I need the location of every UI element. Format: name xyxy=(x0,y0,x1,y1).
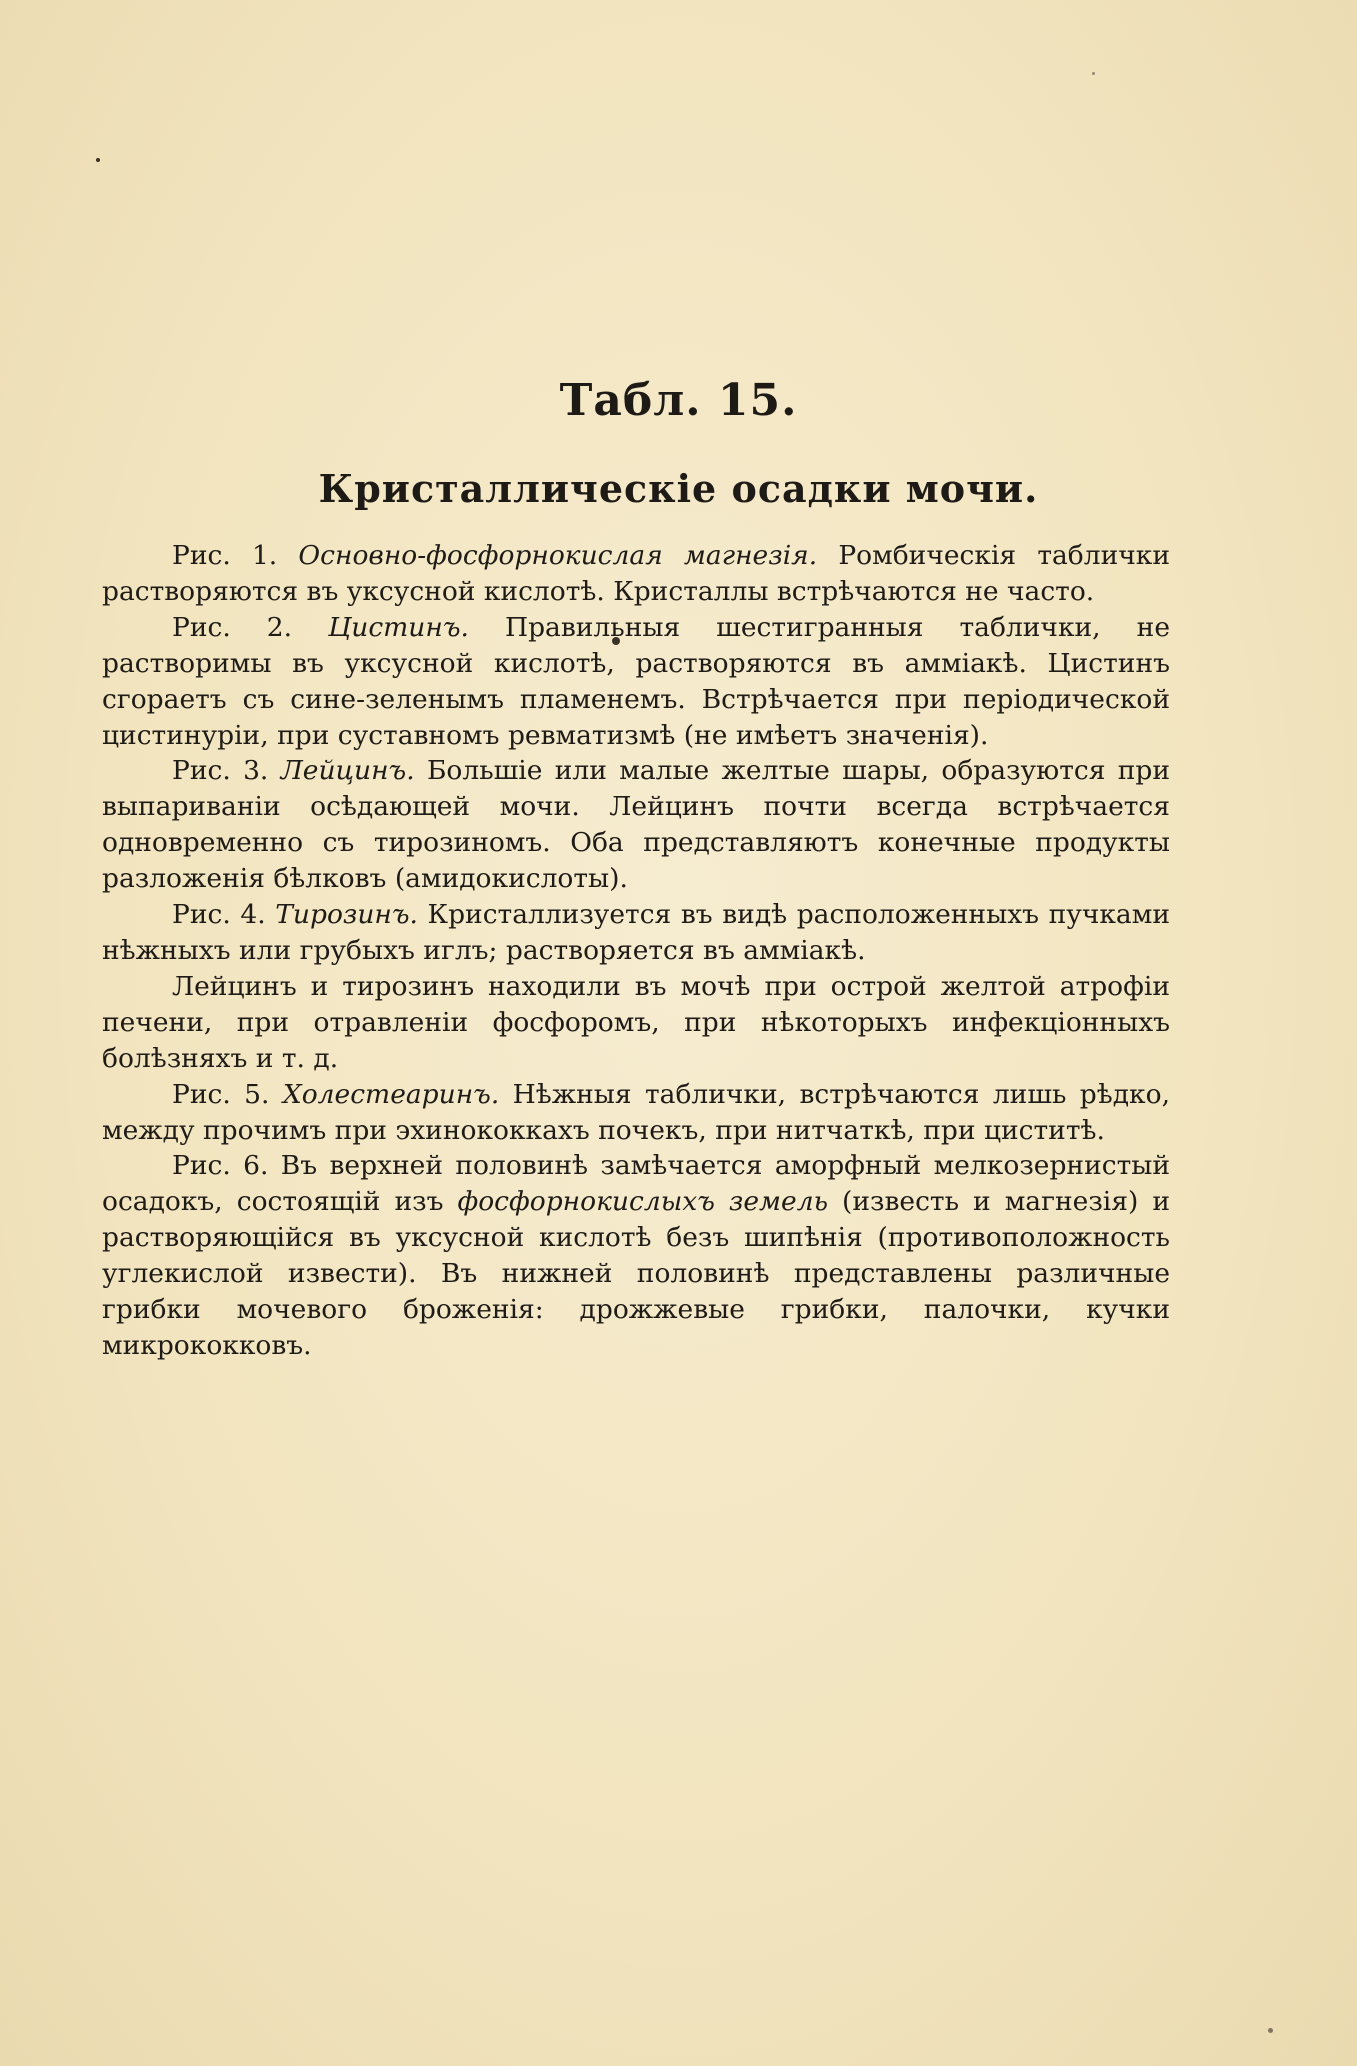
figure-label: Рис. 1. xyxy=(172,540,299,571)
substance-name: Тирозинъ. xyxy=(275,899,418,931)
figure-label: Рис. 3. xyxy=(172,755,281,787)
figure-label: Рис. 6. xyxy=(172,1150,281,1182)
paragraph-text: (известь и магнезія) и растворяющійся въ уксусной кислотѣ безъ шипѣнія (противоположность углекислой извести). Въ нижней половинѣ представлены различные грибки мочевого броженія: дрожжевые грибки, палочки, кучки микрококковъ. xyxy=(102,1186,1170,1361)
paragraph-fig-2 xyxy=(102,610,1170,754)
paper-speck xyxy=(1092,72,1095,75)
paragraph-fig-3 xyxy=(102,753,1170,897)
paragraph-text: Большіе или малые желтые шары, образуются при выпариваніи осѣдающей мочи. Лейцинъ почти всегда встрѣчается одновременно съ тирозиномъ. Оба представляютъ конечные продукты разложенія бѣлковъ (амидокислоты). xyxy=(102,755,1171,895)
paragraph-text: Ромбическія таблички растворяются въ уксусной кислотѣ. Кристаллы встрѣчаются не часто. xyxy=(102,540,1170,607)
paragraph-fig-4 xyxy=(102,897,1170,969)
substance-name: фосфорнокислыхъ земель xyxy=(457,1186,828,1218)
page-subtitle: Кристаллическіе осадки мочи. xyxy=(318,466,1039,511)
body-text xyxy=(102,538,1170,1364)
paragraph-text: Нѣжныя таблички, встрѣчаются лишь рѣдко, между прочимъ при эхинококкахъ почекъ, при нитчаткѣ, при циститѣ. xyxy=(102,1078,1171,1146)
paragraph-leucine-tyrosine xyxy=(102,969,1170,1077)
substance-name: Основно-фосфорнокислая магнезія. xyxy=(298,540,818,571)
paragraph-fig-5 xyxy=(102,1077,1170,1149)
paragraph-text: Кристаллизуется въ видѣ расположенныхъ пучками нѣжныхъ или грубыхъ иглъ; растворяется въ амміакѣ. xyxy=(102,899,1170,966)
paper-speck xyxy=(1268,2028,1273,2033)
paragraph-fig-1 xyxy=(102,538,1170,610)
figure-label: Рис. 2. xyxy=(172,611,329,643)
paper-speck xyxy=(96,158,100,162)
paragraph-text: Въ верхней половинѣ замѣчается аморфный мелкозернистый осадокъ, состоящій изъ xyxy=(102,1150,1171,1218)
figure-label: Рис. 5. xyxy=(172,1078,283,1110)
paragraph-text: Правильныя шестигранныя таблички, не растворимы въ уксусной кислотѣ, растворяются въ амміакѣ. Цистинъ сгораетъ съ сине-зеленымъ пламенемъ. Встрѣчается при періодической цистинуріи, при суставномъ ревматизмѣ (не имѣетъ значенія). xyxy=(102,611,1171,751)
paragraph-text: Лейцинъ и тирозинъ находили въ мочѣ при острой желтой атрофіи печени, при отравленіи фосфоромъ, при нѣкоторыхъ инфекціонныхъ болѣзняхъ и т. д. xyxy=(102,970,1170,1074)
figure-label: Рис. 4. xyxy=(172,899,276,931)
substance-name: Лейцинъ. xyxy=(280,755,415,787)
substance-name: Холестеаринъ. xyxy=(282,1078,500,1110)
substance-name: Цистинъ. xyxy=(328,611,469,643)
paragraph-fig-6 xyxy=(102,1148,1170,1363)
page-title: Табл. 15. xyxy=(559,375,798,426)
